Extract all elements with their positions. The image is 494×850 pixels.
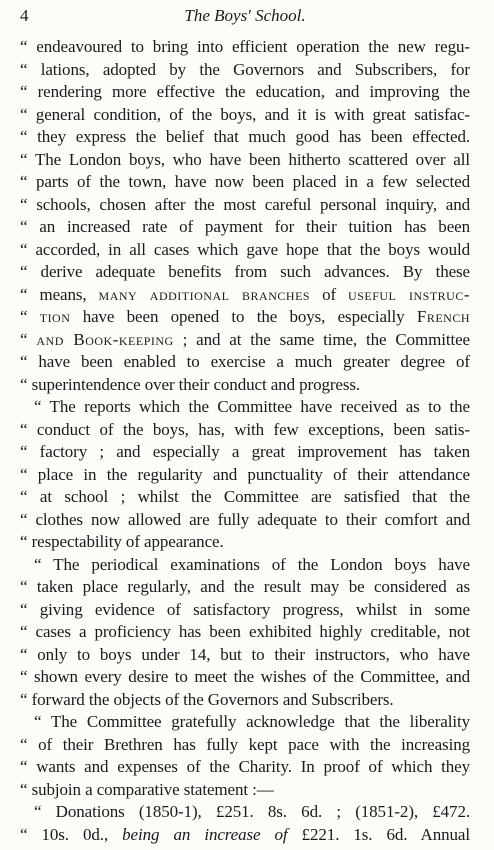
text-line: [20, 149, 470, 172]
text-line: [20, 509, 470, 532]
text-segment: “ an increased rate of payment for their tuition has been: [20, 217, 470, 236]
text-line: [20, 351, 470, 374]
text-line: [20, 396, 470, 419]
text-segment: “ have been enabled to exercise a much greater degree of: [20, 352, 470, 371]
text-line: [20, 756, 470, 779]
text-segment: “: [20, 307, 40, 326]
text-segment: “ The reports which the Committee have received as to the: [34, 397, 470, 416]
text-segment: “ endeavoured to bring into efficient operation the new regu-: [20, 37, 470, 56]
text-line: [20, 576, 470, 599]
text-line: [20, 801, 470, 824]
text-segment: “ The Committee gratefully acknowledge that the liberality: [34, 712, 470, 731]
text-segment: French: [416, 307, 470, 326]
text-line: [20, 329, 470, 352]
text-segment: “ Donations (1850-1), £251. 8s. 6d. ; (1851-2), £472.: [34, 802, 470, 821]
text-segment: “ at school ; whilst the Committee are satisfied that the: [20, 487, 470, 506]
text-segment: “ means,: [20, 284, 99, 304]
text-segment: “ shown every desire to meet the wishes of the Committee, and: [20, 667, 470, 686]
text-line: [20, 104, 470, 127]
text-line: [20, 464, 470, 487]
text-segment: “ forward the objects of the Governors and Subscribers.: [20, 689, 394, 709]
text-segment: “ derive adequate benefits from such advances. By these: [20, 262, 470, 281]
text-line: [20, 621, 470, 644]
text-line: [20, 711, 470, 734]
text-segment: tion: [39, 307, 71, 326]
text-line: [20, 486, 470, 509]
text-line: [20, 171, 470, 194]
text-line: [20, 441, 470, 464]
text-line: [20, 194, 470, 217]
text-segment: “ schools, chosen after the most careful personal inquiry, and: [20, 194, 470, 214]
text-segment: “ conduct of the boys, has, with few exceptions, been satis-: [20, 419, 470, 439]
text-segment: “ accorded, in all cases which gave hope that the boys would: [20, 239, 470, 259]
text-segment: of: [310, 284, 349, 304]
text-line: [20, 306, 470, 329]
text-line: [20, 644, 470, 667]
text-segment: “ parts of the town, have now been placed in a few selected: [20, 172, 470, 191]
text-line: [20, 531, 470, 554]
text-line: [20, 689, 470, 712]
text-line: [20, 419, 470, 442]
text-segment: £221. 1s. 6d. Annual: [287, 824, 471, 844]
text-segment: ; and at the same time, the Committee: [173, 329, 470, 349]
text-line: [20, 734, 470, 757]
text-segment: “ of their Brethren has fully kept pace with the increasing: [20, 734, 470, 754]
text-segment: and Book-keeping: [36, 329, 174, 349]
text-segment: “ subjoin a comparative statement :—: [20, 779, 274, 799]
text-segment: “ general condition, of the boys, and it is with great satisfac-: [20, 104, 470, 124]
body-text: [20, 36, 470, 846]
text-line: [20, 824, 470, 847]
text-segment: being an increase of: [122, 824, 288, 844]
text-segment: “ place in the regularity and punctuality of their attendance: [20, 464, 470, 484]
text-line: [20, 261, 470, 284]
text-segment: useful instruc-: [348, 284, 470, 304]
text-segment: “ 10s. 0d.,: [20, 824, 123, 844]
text-segment: “ cases a proficiency has been exhibited highly creditable, not: [20, 622, 470, 641]
text-segment: “ only to boys under 14, but to their instructors, who have: [20, 644, 470, 664]
text-segment: “ respectability of appearance.: [20, 532, 224, 551]
text-segment: “: [20, 329, 37, 349]
text-segment: “ taken place regularly, and the result may be considered as: [20, 577, 470, 596]
text-segment: “ wants and expenses of the Charity. In proof of which they: [20, 757, 470, 776]
text-line: [20, 126, 470, 149]
text-segment: “ factory ; and especially a great improvement has taken: [20, 442, 470, 461]
text-line: [20, 374, 470, 397]
text-line: [20, 666, 470, 689]
text-line: [20, 599, 470, 622]
text-line: [20, 59, 470, 82]
running-title: The Boys' School.: [184, 6, 306, 25]
text-segment: “ The London boys, who have been hitherto scattered over all: [20, 149, 470, 169]
text-segment: “ giving evidence of satisfactory progress, whilst in some: [20, 599, 470, 619]
text-line: [20, 239, 470, 262]
text-segment: “ rendering more effective the education, and improving the: [20, 82, 470, 101]
text-segment: “ they express the belief that much good has been effected.: [20, 127, 470, 146]
text-segment: have been opened to the boys, especially: [70, 307, 417, 326]
text-line: [20, 36, 470, 59]
page-header: [20, 6, 470, 30]
text-segment: “ superintendence over their conduct and progress.: [20, 374, 361, 394]
text-line: [20, 554, 470, 577]
text-line: [20, 216, 470, 239]
text-line: [20, 284, 470, 307]
text-segment: “ The periodical examinations of the London boys have: [34, 554, 470, 574]
text-line: [20, 779, 470, 802]
text-segment: many additional branches: [98, 284, 311, 304]
text-segment: “ clothes now allowed are fully adequate to their comfort and: [20, 509, 470, 529]
text-segment: “ lations, adopted by the Governors and Subscribers, for: [20, 59, 470, 79]
page-number: 4: [20, 6, 29, 25]
text-line: [20, 81, 470, 104]
